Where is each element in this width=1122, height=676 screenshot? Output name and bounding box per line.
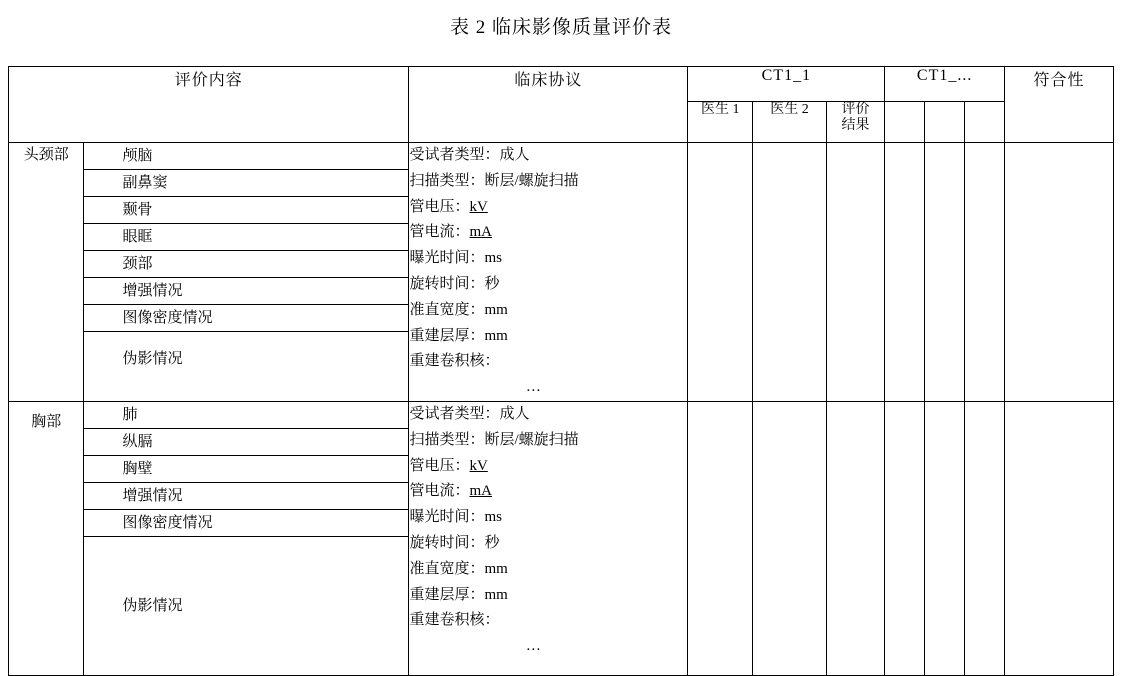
score-cell-ct1more-2-head-neck[interactable] <box>925 143 965 402</box>
header-row-main <box>9 67 1114 102</box>
header-evaluation-result-line2: 结果 <box>841 118 870 134</box>
protocol-line: 重建层厚：mm <box>409 327 508 344</box>
score-cell-result-chest[interactable] <box>826 401 885 675</box>
protocol-line: 管电流：mA <box>409 483 492 500</box>
header-protocol: 临床协议 <box>409 67 688 143</box>
conformity-cell-chest[interactable] <box>1004 401 1113 675</box>
protocol-line: 管电流：mA <box>409 224 492 241</box>
protocol-line: 扫描类型：断层/螺旋扫描 <box>409 431 579 448</box>
header-ct1-more-col-1 <box>885 102 925 143</box>
score-cell-doctor2-head-neck[interactable] <box>753 143 826 402</box>
score-cell-doctor1-chest[interactable] <box>688 401 753 675</box>
protocol-line: 重建层厚：mm <box>409 586 508 603</box>
protocol-line: 重建卷积核： <box>409 612 500 629</box>
header-doctor-1: 医生 1 <box>688 102 753 143</box>
score-cell-doctor2-chest[interactable] <box>753 401 826 675</box>
list-item: 副鼻窦 <box>84 170 408 197</box>
protocol-line: 曝光时间：ms <box>409 509 502 526</box>
protocol-value-ma: mA <box>469 483 492 500</box>
list-item: 图像密度情况 <box>84 305 408 332</box>
list-item: 眼眶 <box>84 224 408 251</box>
header-evaluation-result <box>826 102 885 143</box>
score-cell-ct1more-1-chest[interactable] <box>885 401 925 675</box>
protocol-value-kv: kV <box>469 457 488 474</box>
list-item: 颅脑 <box>84 143 408 170</box>
protocol-cell-head-neck <box>409 143 688 402</box>
items-list-head-neck <box>84 143 408 387</box>
list-item: 伪影情况 <box>122 597 183 614</box>
score-cell-ct1more-2-chest[interactable] <box>925 401 965 675</box>
score-cell-ct1more-3-chest[interactable] <box>965 401 1005 675</box>
list-item: 图像密度情况 <box>84 510 408 537</box>
list-item: 颞骨 <box>84 197 408 224</box>
header-content: 评价内容 <box>9 67 409 143</box>
section-row-head-neck <box>9 143 1114 402</box>
page-title: 表 2 临床影像质量评价表 <box>449 17 672 38</box>
conformity-cell-head-neck[interactable] <box>1004 143 1113 402</box>
protocol-line: 受试者类型：成人 <box>409 147 530 163</box>
list-item: 增强情况 <box>84 278 408 305</box>
protocol-value-ma: mA <box>469 224 492 241</box>
protocol-value-kv: kV <box>469 198 488 215</box>
items-cell-chest <box>84 401 409 675</box>
score-cell-ct1more-1-head-neck[interactable] <box>885 143 925 402</box>
score-cell-doctor1-head-neck[interactable] <box>688 143 753 402</box>
protocol-line: 旋转时间：秒 <box>409 534 500 551</box>
list-item: 颈部 <box>84 251 408 278</box>
header-ct1-more: CT1_... <box>885 67 1005 102</box>
list-item: 肺 <box>84 402 408 429</box>
protocol-line: 曝光时间：ms <box>409 250 502 267</box>
quality-evaluation-table-wrapper <box>8 66 1114 676</box>
region-label-chest: 胸部 <box>9 401 84 675</box>
header-ct1-more-col-3 <box>965 102 1005 143</box>
header-evaluation-result-line1: 评价 <box>841 102 870 117</box>
protocol-cell-chest <box>409 401 688 675</box>
protocol-line: 准直宽度：mm <box>409 301 508 318</box>
list-item: 增强情况 <box>84 483 408 510</box>
items-cell-head-neck <box>84 143 409 402</box>
list-item: 胸壁 <box>84 456 408 483</box>
list-item: 纵膈 <box>84 429 408 456</box>
score-cell-ct1more-3-head-neck[interactable] <box>965 143 1005 402</box>
header-ct1-1: CT1_1 <box>688 67 885 102</box>
header-conformity: 符合性 <box>1004 67 1113 143</box>
protocol-line: 管电压：kV <box>409 457 488 474</box>
protocol-line: 扫描类型：断层/螺旋扫描 <box>409 172 579 189</box>
header-ct1-more-col-2 <box>925 102 965 143</box>
header-doctor-2: 医生 2 <box>753 102 826 143</box>
protocol-line-ellipsis: … <box>525 638 541 655</box>
protocol-line: 管电压：kV <box>409 198 488 215</box>
protocol-line: 准直宽度：mm <box>409 560 508 577</box>
score-cell-result-head-neck[interactable] <box>826 143 885 402</box>
list-item: 伪影情况 <box>122 351 183 367</box>
items-list-chest <box>84 402 408 675</box>
section-row-chest <box>9 401 1114 675</box>
protocol-line-ellipsis: … <box>525 379 541 396</box>
protocol-line: 旋转时间：秒 <box>409 275 500 292</box>
protocol-line: 重建卷积核： <box>409 353 500 370</box>
protocol-line: 受试者类型：成人 <box>409 405 530 422</box>
region-label-head-neck: 头颈部 <box>9 143 84 402</box>
quality-evaluation-table <box>8 66 1114 676</box>
